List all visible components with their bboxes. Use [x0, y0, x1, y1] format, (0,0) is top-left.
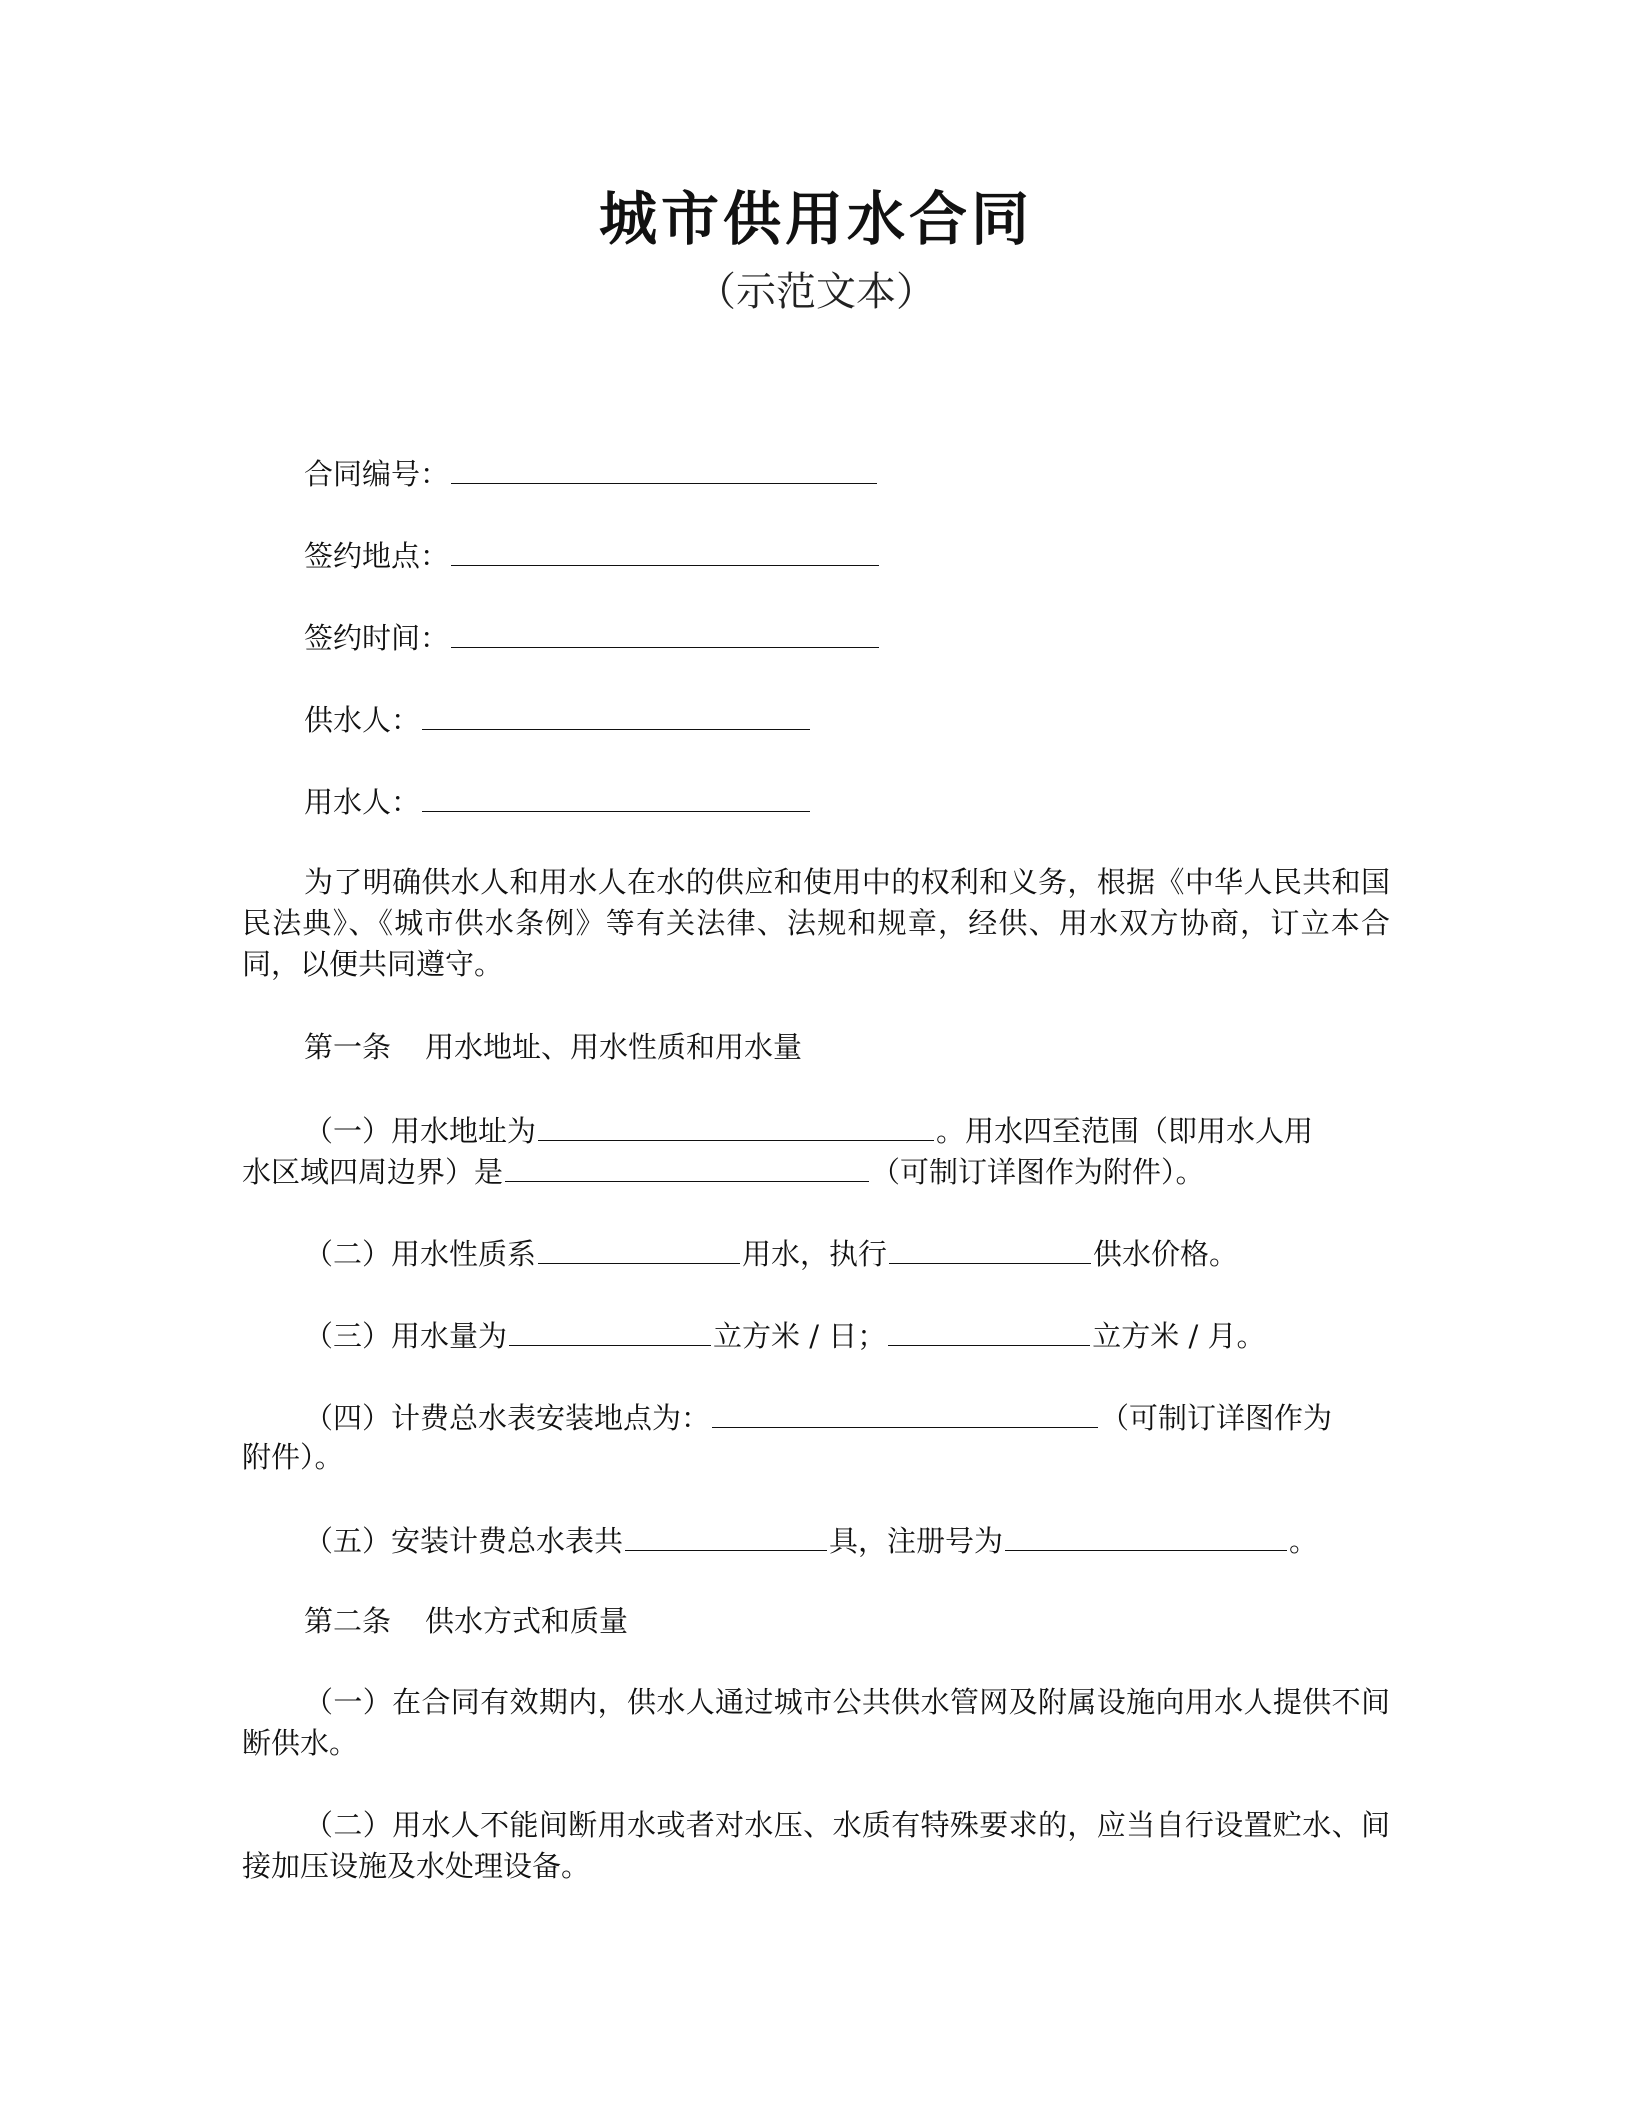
article-title: 供水方式和质量 [425, 1604, 629, 1638]
clause-text: 具，注册号为 [829, 1524, 1004, 1558]
clause-text: （可制订详图作为 [1100, 1401, 1333, 1435]
blank-water-address[interactable] [538, 1108, 934, 1141]
clause-1-3 [304, 1313, 1265, 1357]
clause-1-2 [304, 1231, 1238, 1275]
clause-text: 。用水四至范围（即用水人用 [936, 1114, 1314, 1148]
blank-daily-volume[interactable] [509, 1313, 711, 1346]
blank-monthly-volume[interactable] [888, 1313, 1090, 1346]
document-subtitle: （示范文本） [696, 269, 936, 315]
field-sign-time [304, 615, 881, 659]
field-supplier [304, 697, 812, 741]
clause-text: 用水，执行 [742, 1237, 888, 1271]
clause-text: 。 [1289, 1524, 1319, 1558]
article-number: 第一条 [304, 1030, 392, 1064]
clause-1-4-line-2 [242, 1436, 344, 1478]
blank-water-nature[interactable] [538, 1231, 740, 1264]
clause-text: 供水价格。 [1093, 1237, 1239, 1271]
blank-boundary[interactable] [505, 1149, 869, 1182]
field-contract-no [304, 451, 879, 495]
clause-1-1-line-1 [304, 1108, 1313, 1152]
blank-user[interactable] [422, 779, 810, 812]
field-sign-place [304, 533, 881, 577]
article-2-heading [304, 1600, 628, 1642]
clause-1-1-line-2 [242, 1149, 1205, 1193]
article-number: 第二条 [304, 1604, 392, 1638]
clause-text: 水区域四周边界）是 [242, 1155, 504, 1189]
article-title: 用水地址、用水性质和用水量 [425, 1030, 803, 1064]
field-label: 供水人： [304, 703, 421, 737]
clause-text: （四）计费总水表安装地点为： [304, 1401, 711, 1435]
clause-1-5 [304, 1518, 1318, 1562]
blank-meter-count[interactable] [625, 1518, 827, 1551]
clause-text: 立方米 / 日； [713, 1319, 887, 1353]
blank-supplier[interactable] [422, 697, 810, 730]
blank-meter-location[interactable] [712, 1395, 1098, 1428]
blank-contract-no[interactable] [451, 451, 877, 484]
blank-price-category[interactable] [889, 1231, 1091, 1264]
clause-text: （二）用水性质系 [304, 1237, 537, 1271]
clause-text: 附件）。 [242, 1440, 344, 1474]
clause-text: 立方米 / 月。 [1092, 1319, 1266, 1353]
preamble-paragraph: 为了明确供水人和用水人在水的供应和使用中的权利和义务，根据《中华人民共和国民法典》、《城市供水条例》等有关法律、法规和规章，经供、用水双方协商，订立本合同，以便共同遵守。 [242, 865, 1390, 981]
article-1-heading [304, 1026, 802, 1068]
field-label: 用水人： [304, 785, 421, 819]
clause-text: （三）用水量为 [304, 1319, 508, 1353]
blank-registration-no[interactable] [1005, 1518, 1287, 1551]
document-title: 城市供用水合同 [598, 185, 1033, 253]
blank-sign-place[interactable] [451, 533, 879, 566]
clause-1-4-line-1 [304, 1395, 1332, 1439]
clause-2-2: （二）用水人不能间断用水或者对水压、水质有特殊要求的，应当自行设置贮水、间接加压设施及水处理设备。 [242, 1808, 1390, 1883]
field-user [304, 779, 812, 823]
field-label: 合同编号： [304, 457, 450, 491]
clause-text: （五）安装计费总水表共 [304, 1524, 624, 1558]
clause-2-1: （一）在合同有效期内，供水人通过城市公共供水管网及附属设施向用水人提供不间断供水。 [242, 1685, 1390, 1760]
field-label: 签约时间： [304, 621, 450, 655]
clause-text: （可制订详图作为附件）。 [871, 1155, 1205, 1189]
clause-text: （一）用水地址为 [304, 1114, 537, 1148]
field-label: 签约地点： [304, 539, 450, 573]
blank-sign-time[interactable] [451, 615, 879, 648]
